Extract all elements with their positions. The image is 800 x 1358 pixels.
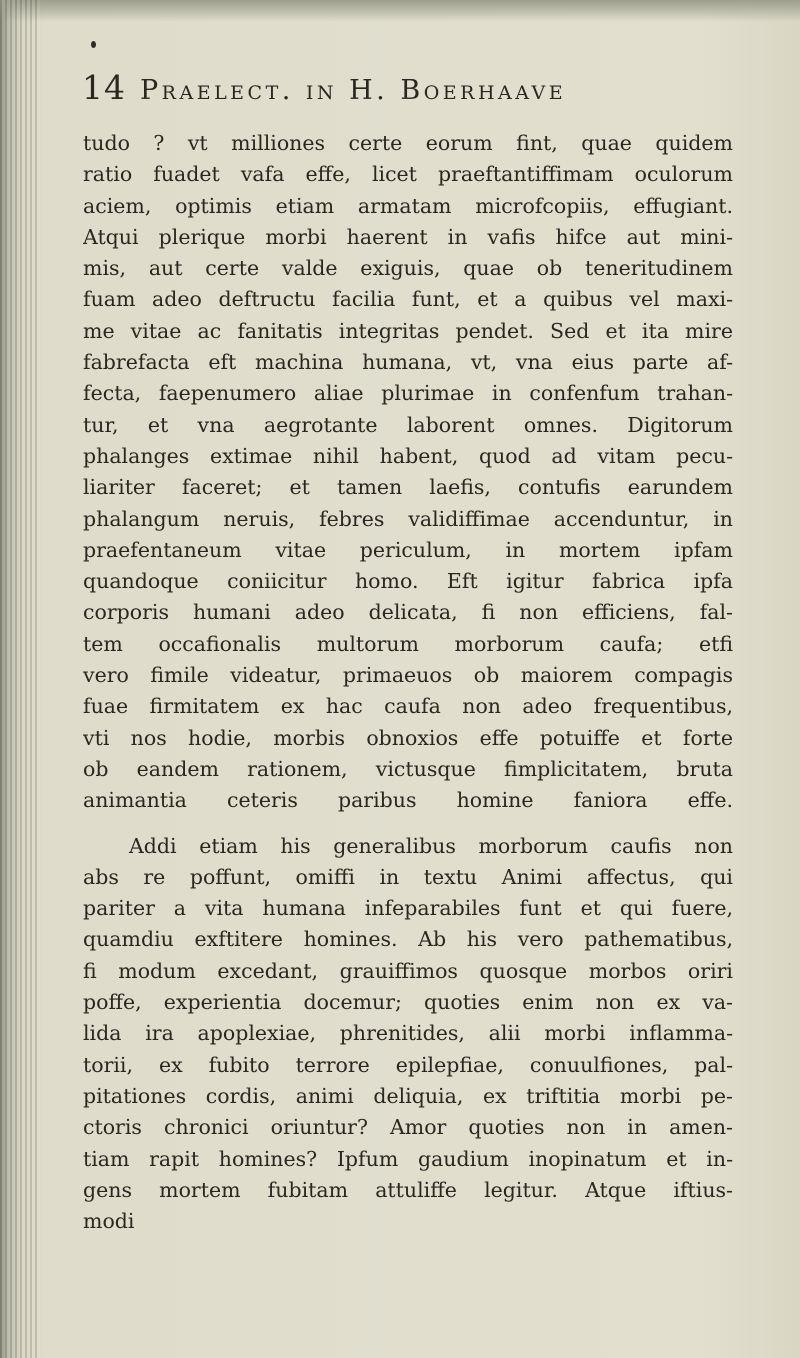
text-line: liariter faceret; et tamen laefis, contufis earundem bbox=[83, 475, 733, 500]
paragraph bbox=[83, 128, 733, 817]
text-line: tur, et vna aegrotante laborent omnes. Digitorum bbox=[83, 412, 733, 437]
text-line: quandoque coniicitur homo. Eft igitur fabrica ipfa bbox=[83, 569, 733, 594]
text-line: fuae firmitatem ex hac caufa non adeo frequentibus, bbox=[83, 694, 733, 719]
text-line: ratio fuadet vafa effe, licet praeftantiffimam oculorum bbox=[83, 162, 733, 187]
text-line: phalangum neruis, febres validiffimae accenduntur, in bbox=[83, 506, 733, 531]
text-line: ob eandem rationem, victusque fimplicitatem, bruta bbox=[83, 756, 733, 781]
page-number: 14 bbox=[82, 68, 126, 107]
text-line: fabrefacta eft machina humana, vt, vna eius parte af- bbox=[83, 350, 733, 375]
page-header bbox=[82, 68, 772, 120]
text-line: poffe, experientia docemur; quoties enim non ex va- bbox=[83, 990, 733, 1015]
text-line: aciem, optimis etiam armatam microfcopiis, effugiant. bbox=[83, 193, 733, 218]
text-line: fuam adeo deftructu facilia funt, et a quibus vel maxi- bbox=[83, 287, 733, 312]
text-line: me vitae ac fanitatis integritas pendet. Sed et ita mire bbox=[83, 318, 733, 343]
body-text bbox=[83, 128, 733, 1237]
running-head: Praelect. in H. Boerhaave bbox=[140, 75, 567, 106]
text-line: lida ira apoplexiae, phrenitides, alii morbi inflamma- bbox=[83, 1021, 733, 1046]
text-line: vti nos hodie, morbis obnoxios effe potuiffe et forte bbox=[83, 725, 733, 750]
text-line: gens mortem fubitam attuliffe legitur. Atque iftius- bbox=[83, 1177, 733, 1202]
text-line: phalanges extimae nihil habent, quod ad vitam pecu- bbox=[83, 443, 733, 468]
text-line: vero fimile videatur, primaeuos ob maiorem compagis bbox=[83, 663, 733, 688]
text-line: animantia ceteris paribus homine faniora effe. bbox=[83, 788, 733, 813]
text-line: tudo ? vt milliones certe eorum fint, quae quidem bbox=[83, 131, 733, 155]
text-line: torii, ex fubito terrore epilepfiae, conuulfiones, pal- bbox=[83, 1052, 733, 1077]
text-line: pitationes cordis, animi deliquia, ex triftitia morbi pe- bbox=[83, 1083, 733, 1108]
text-line: ctoris chronici oriuntur? Amor quoties non in amen- bbox=[83, 1115, 733, 1140]
catchword: modi bbox=[83, 1209, 135, 1234]
text-line: abs re poffunt, omiffi in textu Animi affectus, qui bbox=[83, 864, 733, 889]
text-line: fi modum excedant, grauiffimos quosque morbos oriri bbox=[83, 958, 733, 983]
text-line: pariter a vita humana infeparabiles funt et qui fuere, bbox=[83, 896, 733, 921]
text-line: fecta, faepenumero aliae plurimae in confenfum trahan- bbox=[83, 381, 733, 406]
text-line: tiam rapit homines? Ipfum gaudium inopinatum et in- bbox=[83, 1146, 733, 1171]
binding-edge bbox=[0, 0, 40, 1358]
text-line: tem occafionalis multorum morborum caufa; etfi bbox=[83, 631, 733, 656]
text-line: corporis humani adeo delicata, fi non efficiens, fal- bbox=[83, 600, 733, 625]
text-line: Atqui plerique morbi haerent in vafis hifce aut mini- bbox=[83, 224, 733, 249]
paragraph-gap bbox=[83, 817, 733, 831]
page-top-shadow bbox=[0, 0, 800, 22]
ink-spot bbox=[91, 41, 96, 48]
text-line: Addi etiam his generalibus morborum caufis non bbox=[129, 833, 733, 858]
text-line: quamdiu exftitere homines. Ab his vero pathematibus, bbox=[83, 927, 733, 952]
text-line: mis, aut certe valde exiguis, quae ob teneritudinem bbox=[83, 256, 733, 281]
text-line: praefentaneum vitae periculum, in mortem ipfam bbox=[83, 537, 733, 562]
paragraph bbox=[83, 831, 733, 1207]
